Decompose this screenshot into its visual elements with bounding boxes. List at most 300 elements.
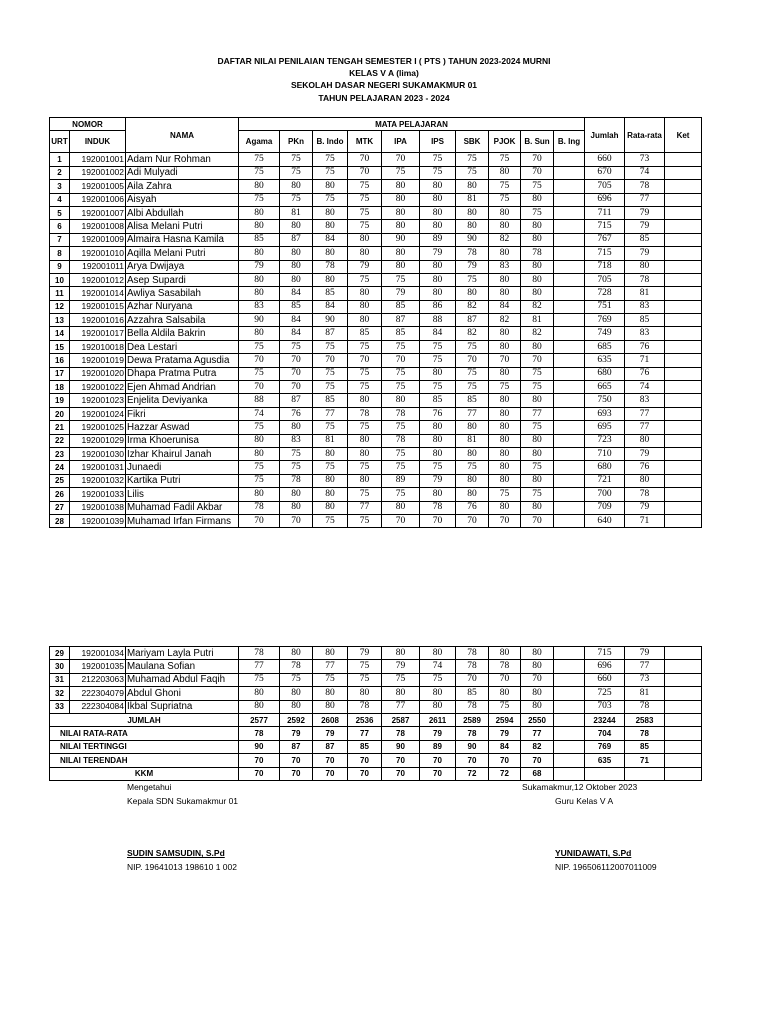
table-row <box>50 474 702 487</box>
score-cell: 81 <box>313 434 348 447</box>
score-cell: 77 <box>382 700 420 713</box>
score-cell: 75 <box>348 206 382 219</box>
score-cell: 80 <box>280 501 313 514</box>
score-cell <box>554 488 585 501</box>
teacher-name: YUNIDAWATI, S.Pd <box>555 848 632 858</box>
score-cell: 75 <box>348 193 382 206</box>
total-cell: 703 <box>585 700 625 713</box>
score-cell <box>554 421 585 434</box>
summary-score: 70 <box>280 754 313 767</box>
ket-cell <box>665 434 702 447</box>
ket-cell <box>665 754 702 767</box>
score-cell: 75 <box>239 673 280 686</box>
score-cell: 80 <box>348 434 382 447</box>
row-number: 24 <box>50 461 70 474</box>
footer-teacher-title: Guru Kelas V A <box>555 796 614 806</box>
score-cell: 75 <box>489 180 521 193</box>
score-cell: 80 <box>239 273 280 286</box>
student-name: Lilis <box>126 488 239 501</box>
student-id: 192001033 <box>70 488 126 501</box>
score-cell: 87 <box>280 394 313 407</box>
score-cell: 84 <box>420 327 456 340</box>
score-cell: 79 <box>420 247 456 260</box>
score-cell: 75 <box>456 153 489 166</box>
total-cell: 715 <box>585 247 625 260</box>
summary-average: 78 <box>625 727 665 740</box>
score-cell: 80 <box>239 206 280 219</box>
total-cell: 715 <box>585 647 625 660</box>
score-cell <box>554 660 585 673</box>
score-cell: 82 <box>521 327 554 340</box>
score-cell <box>554 673 585 686</box>
student-name: Muhamad Abdul Faqih <box>126 673 239 686</box>
score-cell: 80 <box>313 273 348 286</box>
average-cell: 71 <box>625 514 665 527</box>
score-cell: 80 <box>521 474 554 487</box>
score-cell: 80 <box>521 447 554 460</box>
table-row <box>50 206 702 219</box>
average-cell: 76 <box>625 367 665 380</box>
table-row <box>50 340 702 353</box>
student-id: 192001011 <box>70 260 126 273</box>
row-number: 5 <box>50 206 70 219</box>
score-cell: 75 <box>239 193 280 206</box>
student-name: Dewa Pratama Agusdia <box>126 354 239 367</box>
row-number: 6 <box>50 220 70 233</box>
score-cell: 70 <box>239 354 280 367</box>
average-cell: 78 <box>625 700 665 713</box>
score-cell: 75 <box>382 381 420 394</box>
score-cell: 80 <box>348 394 382 407</box>
score-cell: 70 <box>521 673 554 686</box>
score-cell: 84 <box>313 233 348 246</box>
ket-cell <box>665 740 702 753</box>
summary-row <box>50 767 702 780</box>
summary-score: 85 <box>348 740 382 753</box>
summary-total <box>585 767 625 780</box>
score-cell <box>554 447 585 460</box>
score-cell: 75 <box>456 367 489 380</box>
score-cell: 85 <box>382 327 420 340</box>
row-number: 19 <box>50 394 70 407</box>
score-cell: 80 <box>489 166 521 179</box>
score-cell: 78 <box>280 660 313 673</box>
score-cell: 76 <box>456 501 489 514</box>
score-cell: 78 <box>313 260 348 273</box>
score-cell: 70 <box>348 153 382 166</box>
total-cell: 696 <box>585 193 625 206</box>
summary-score: 2592 <box>280 713 313 726</box>
total-cell: 705 <box>585 273 625 286</box>
row-number: 11 <box>50 287 70 300</box>
score-cell: 80 <box>313 700 348 713</box>
table-row <box>50 180 702 193</box>
score-cell: 75 <box>348 381 382 394</box>
score-cell: 80 <box>280 488 313 501</box>
score-cell: 84 <box>280 287 313 300</box>
summary-score: 70 <box>239 754 280 767</box>
student-id: 192001039 <box>70 514 126 527</box>
document-title: DAFTAR NILAI PENILAIAN TENGAH SEMESTER I ( PTS ) TAHUN 2023-2024 MURNI <box>217 56 551 66</box>
total-cell: 696 <box>585 660 625 673</box>
score-cell: 74 <box>239 407 280 420</box>
score-cell: 78 <box>239 647 280 660</box>
summary-score: 2611 <box>420 713 456 726</box>
row-number: 18 <box>50 381 70 394</box>
average-cell: 79 <box>625 206 665 219</box>
table-row <box>50 421 702 434</box>
summary-score: 2536 <box>348 713 382 726</box>
average-cell: 73 <box>625 673 665 686</box>
score-cell: 80 <box>420 260 456 273</box>
score-cell: 70 <box>348 166 382 179</box>
total-cell: 695 <box>585 421 625 434</box>
score-cell: 90 <box>239 314 280 327</box>
summary-score: 70 <box>420 754 456 767</box>
table-row <box>50 407 702 420</box>
summary-score: 78 <box>456 727 489 740</box>
ket-cell <box>665 180 702 193</box>
score-cell: 79 <box>420 474 456 487</box>
score-cell: 80 <box>489 220 521 233</box>
summary-score: 79 <box>280 727 313 740</box>
score-cell: 75 <box>420 153 456 166</box>
student-id: 192001007 <box>70 206 126 219</box>
score-cell: 75 <box>348 488 382 501</box>
score-cell: 75 <box>239 367 280 380</box>
score-cell: 70 <box>382 153 420 166</box>
student-id: 192001008 <box>70 220 126 233</box>
student-id: 192001023 <box>70 394 126 407</box>
row-number: 28 <box>50 514 70 527</box>
score-cell: 80 <box>489 474 521 487</box>
table-row <box>50 233 702 246</box>
summary-score: 70 <box>382 754 420 767</box>
row-number: 20 <box>50 407 70 420</box>
score-cell: 75 <box>420 354 456 367</box>
row-number: 17 <box>50 367 70 380</box>
total-cell: 715 <box>585 220 625 233</box>
score-cell: 80 <box>489 687 521 700</box>
student-name: Kartika Putri <box>126 474 239 487</box>
summary-score: 70 <box>348 767 382 780</box>
row-number: 14 <box>50 327 70 340</box>
table-row <box>50 166 702 179</box>
total-cell: 767 <box>585 233 625 246</box>
summary-row <box>50 727 702 740</box>
ket-cell <box>665 340 702 353</box>
score-cell: 80 <box>239 180 280 193</box>
student-name: Azhar Nuryana <box>126 300 239 313</box>
table-row <box>50 394 702 407</box>
ket-cell <box>665 421 702 434</box>
student-id: 192001005 <box>70 180 126 193</box>
score-cell: 77 <box>521 407 554 420</box>
student-id: 192001009 <box>70 233 126 246</box>
score-cell: 80 <box>456 474 489 487</box>
row-number: 31 <box>50 673 70 686</box>
score-cell: 75 <box>456 381 489 394</box>
summary-label: NILAI TERTINGGI <box>50 740 239 753</box>
score-cell: 82 <box>521 300 554 313</box>
student-id: 192001022 <box>70 381 126 394</box>
average-cell: 81 <box>625 287 665 300</box>
ket-cell <box>665 474 702 487</box>
score-cell: 75 <box>313 340 348 353</box>
score-cell: 80 <box>382 501 420 514</box>
average-cell: 83 <box>625 394 665 407</box>
score-cell <box>554 260 585 273</box>
row-number: 10 <box>50 273 70 286</box>
urt-header: URT <box>50 131 70 153</box>
ket-cell <box>665 687 702 700</box>
score-cell: 89 <box>420 233 456 246</box>
score-cell: 75 <box>521 381 554 394</box>
score-cell: 79 <box>382 660 420 673</box>
score-cell <box>554 287 585 300</box>
score-cell: 75 <box>420 461 456 474</box>
footer-known: Mengetahui <box>127 782 172 792</box>
score-cell: 75 <box>239 421 280 434</box>
score-cell: 80 <box>239 287 280 300</box>
score-cell: 78 <box>382 434 420 447</box>
table-row <box>50 660 702 673</box>
student-id: 192001025 <box>70 421 126 434</box>
score-cell: 78 <box>456 247 489 260</box>
score-cell: 78 <box>420 501 456 514</box>
summary-score: 78 <box>239 727 280 740</box>
summary-score: 84 <box>489 740 521 753</box>
row-number: 1 <box>50 153 70 166</box>
score-cell: 80 <box>280 260 313 273</box>
score-cell: 80 <box>420 287 456 300</box>
table-row <box>50 367 702 380</box>
ket-cell <box>665 488 702 501</box>
score-cell: 75 <box>313 514 348 527</box>
grades-table-page1 <box>49 117 702 528</box>
total-cell: 670 <box>585 166 625 179</box>
score-cell: 80 <box>456 287 489 300</box>
score-cell: 80 <box>313 220 348 233</box>
student-name: Aisyah <box>126 193 239 206</box>
row-number: 4 <box>50 193 70 206</box>
average-cell: 74 <box>625 166 665 179</box>
score-cell: 80 <box>420 206 456 219</box>
table-row <box>50 300 702 313</box>
score-cell: 75 <box>521 206 554 219</box>
score-cell: 75 <box>382 166 420 179</box>
score-cell: 80 <box>313 180 348 193</box>
score-cell: 88 <box>420 314 456 327</box>
rata-rata-header: Rata-rata <box>625 118 665 153</box>
ket-cell <box>665 447 702 460</box>
ket-cell <box>665 700 702 713</box>
table-row <box>50 447 702 460</box>
table-row <box>50 673 702 686</box>
score-cell <box>554 233 585 246</box>
average-cell: 76 <box>625 461 665 474</box>
student-name: Ikbal Supriatna <box>126 700 239 713</box>
score-cell: 87 <box>456 314 489 327</box>
student-id: 192001019 <box>70 354 126 367</box>
score-cell: 75 <box>280 673 313 686</box>
student-name: Hazzar Aswad <box>126 421 239 434</box>
score-cell: 83 <box>239 300 280 313</box>
student-id: 192001024 <box>70 407 126 420</box>
score-cell: 80 <box>313 206 348 219</box>
score-cell: 80 <box>489 434 521 447</box>
average-cell: 79 <box>625 501 665 514</box>
student-id: 192001034 <box>70 647 126 660</box>
average-cell: 76 <box>625 340 665 353</box>
score-cell: 80 <box>489 367 521 380</box>
summary-score: 70 <box>313 767 348 780</box>
score-cell <box>554 474 585 487</box>
score-cell: 80 <box>521 273 554 286</box>
score-cell: 70 <box>280 514 313 527</box>
average-cell: 80 <box>625 260 665 273</box>
teacher-nip: NIP. 196506112007011009 <box>555 862 657 872</box>
student-id: 222304079 <box>70 687 126 700</box>
nama-header: NAMA <box>126 118 239 153</box>
average-cell: 79 <box>625 247 665 260</box>
student-name: Mariyam Layla Putri <box>126 647 239 660</box>
summary-score: 70 <box>313 754 348 767</box>
summary-score: 70 <box>382 767 420 780</box>
summary-score: 90 <box>456 740 489 753</box>
score-cell: 80 <box>521 287 554 300</box>
summary-average: 71 <box>625 754 665 767</box>
row-number: 2 <box>50 166 70 179</box>
score-cell <box>554 514 585 527</box>
student-name: Dea Lestari <box>126 340 239 353</box>
score-cell: 78 <box>382 407 420 420</box>
score-cell: 80 <box>521 687 554 700</box>
score-cell: 80 <box>420 180 456 193</box>
score-cell: 75 <box>348 180 382 193</box>
score-cell: 70 <box>489 673 521 686</box>
average-cell: 77 <box>625 421 665 434</box>
summary-score: 72 <box>456 767 489 780</box>
score-cell: 75 <box>280 166 313 179</box>
ket-cell <box>665 767 702 780</box>
score-cell: 80 <box>382 193 420 206</box>
ket-cell <box>665 660 702 673</box>
ket-cell <box>665 647 702 660</box>
score-cell: 80 <box>348 474 382 487</box>
summary-average <box>625 767 665 780</box>
jumlah-header: Jumlah <box>585 118 625 153</box>
score-cell: 80 <box>348 687 382 700</box>
score-cell: 75 <box>280 447 313 460</box>
score-cell: 70 <box>521 166 554 179</box>
summary-score <box>554 740 585 753</box>
summary-row <box>50 713 702 726</box>
summary-score: 70 <box>348 754 382 767</box>
score-cell: 75 <box>313 193 348 206</box>
score-cell: 80 <box>313 447 348 460</box>
summary-total: 635 <box>585 754 625 767</box>
score-cell: 75 <box>420 673 456 686</box>
score-cell: 80 <box>348 314 382 327</box>
table-row <box>50 153 702 166</box>
student-name: Ejen Ahmad Andrian <box>126 381 239 394</box>
score-cell: 75 <box>348 273 382 286</box>
score-cell <box>554 461 585 474</box>
score-cell: 79 <box>456 260 489 273</box>
score-cell: 80 <box>489 287 521 300</box>
summary-score: 70 <box>521 754 554 767</box>
score-cell: 70 <box>239 381 280 394</box>
student-id: 192001016 <box>70 314 126 327</box>
score-cell: 75 <box>313 367 348 380</box>
average-cell: 85 <box>625 314 665 327</box>
score-cell: 85 <box>456 394 489 407</box>
score-cell: 75 <box>521 421 554 434</box>
score-cell: 76 <box>420 407 456 420</box>
ket-cell <box>665 461 702 474</box>
score-cell: 85 <box>280 300 313 313</box>
score-cell: 77 <box>456 407 489 420</box>
summary-score: 2550 <box>521 713 554 726</box>
score-cell: 80 <box>489 327 521 340</box>
score-cell: 80 <box>239 488 280 501</box>
score-cell: 78 <box>521 247 554 260</box>
summary-score: 87 <box>313 740 348 753</box>
total-cell: 700 <box>585 488 625 501</box>
ket-cell <box>665 273 702 286</box>
score-cell: 79 <box>239 260 280 273</box>
score-cell: 75 <box>489 488 521 501</box>
summary-row <box>50 754 702 767</box>
score-cell: 80 <box>521 434 554 447</box>
student-name: Fikri <box>126 407 239 420</box>
score-cell <box>554 314 585 327</box>
score-cell: 82 <box>456 300 489 313</box>
student-name: Awliya Sasabilah <box>126 287 239 300</box>
score-cell: 77 <box>313 407 348 420</box>
score-cell: 70 <box>489 514 521 527</box>
score-cell: 81 <box>280 206 313 219</box>
score-cell: 80 <box>489 340 521 353</box>
footer-headmaster-title: Kepala SDN Sukamakmur 01 <box>127 796 239 806</box>
table-row <box>50 488 702 501</box>
row-number: 21 <box>50 421 70 434</box>
row-number: 26 <box>50 488 70 501</box>
score-cell: 80 <box>420 193 456 206</box>
score-cell: 75 <box>239 153 280 166</box>
score-cell: 75 <box>313 461 348 474</box>
score-cell: 80 <box>456 206 489 219</box>
score-cell: 75 <box>313 381 348 394</box>
ket-header: Ket <box>665 118 702 153</box>
score-cell: 78 <box>348 700 382 713</box>
total-cell: 769 <box>585 314 625 327</box>
score-cell: 84 <box>313 300 348 313</box>
total-cell: 693 <box>585 407 625 420</box>
score-cell <box>554 647 585 660</box>
score-cell: 80 <box>348 447 382 460</box>
subject-header: PKn <box>280 131 313 153</box>
summary-score: 79 <box>420 727 456 740</box>
ket-cell <box>665 314 702 327</box>
summary-score <box>554 713 585 726</box>
row-number: 32 <box>50 687 70 700</box>
score-cell: 70 <box>456 514 489 527</box>
student-name: Bella Aldila Bakrin <box>126 327 239 340</box>
subject-header: IPA <box>382 131 420 153</box>
score-cell: 80 <box>239 687 280 700</box>
